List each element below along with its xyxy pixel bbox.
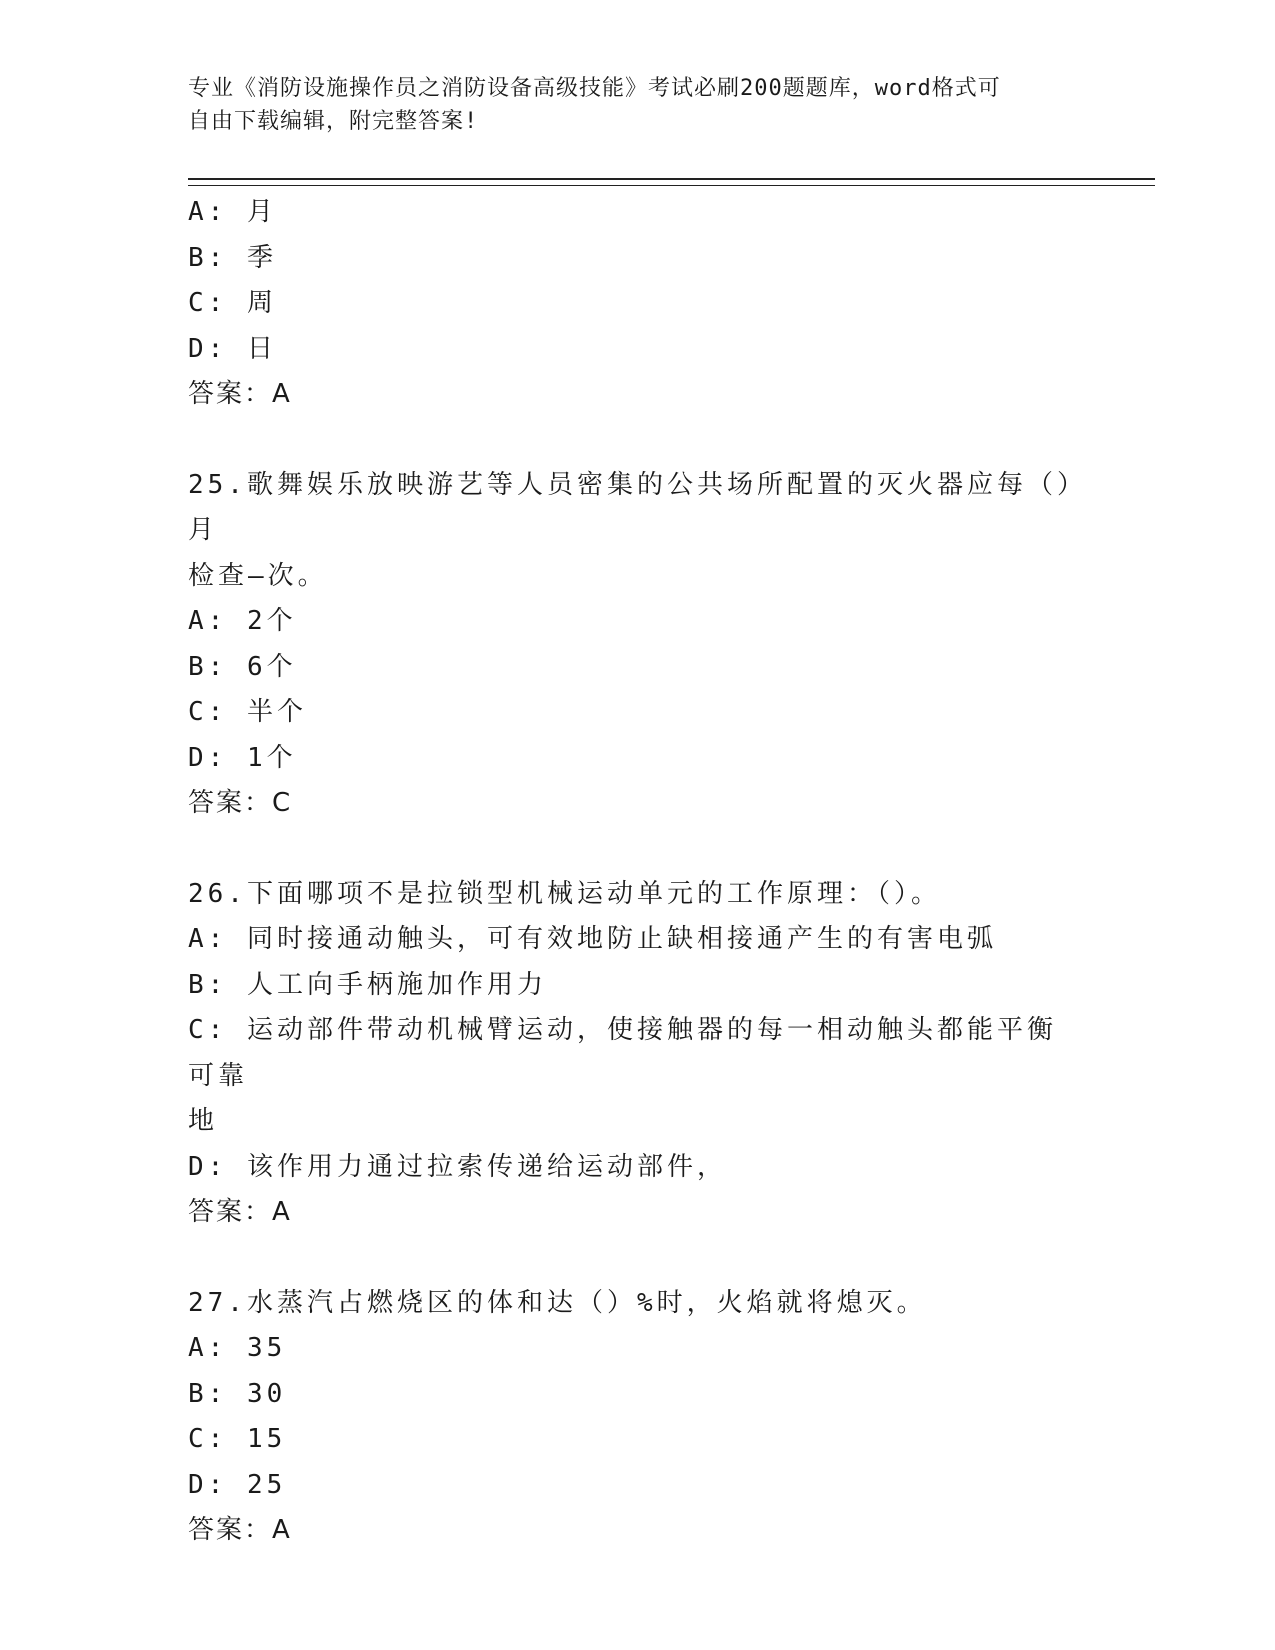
header-divider	[188, 178, 1155, 186]
header-line-2: 自由下载编辑，附完整答案!	[188, 109, 479, 134]
option-c: C: 运动部件带动机械臂运动，使接触器的每一相动触头都能平衡可靠	[188, 1015, 1057, 1091]
option-a: A: 月	[188, 197, 277, 227]
question-stem: 27.水蒸汽占燃烧区的体和达（）%时，火焰就将熄灭。	[188, 1287, 927, 1318]
question-stem: 25.歌舞娱乐放映游艺等人员密集的公共场所配置的灭火器应每（）月	[188, 469, 1074, 545]
question-26	[188, 872, 1078, 1236]
header-line-1: 专业《消防设施操作员之消防设备高级技能》考试必刷200题题库，word格式可	[188, 76, 1001, 101]
option-b: B: 6个	[188, 651, 297, 682]
option-d: D: 1个	[188, 742, 297, 773]
option-c: C: 半个	[188, 697, 307, 727]
option-c: C: 15	[188, 1424, 287, 1454]
answer-line: 答案：C	[188, 788, 293, 818]
document-body	[188, 190, 1078, 1554]
page-header	[188, 72, 1088, 138]
question-stem: 26.下面哪项不是拉锁型机械运动单元的工作原理：（）。	[188, 878, 941, 909]
question-stem-continued: 检查—次。	[188, 560, 328, 591]
option-d: D: 日	[188, 333, 277, 364]
option-b: B: 人工向手柄施加作用力	[188, 969, 547, 1000]
option-a: A: 同时接通动触头，可有效地防止缺相接通产生的有害电弧	[188, 924, 997, 954]
answer-line: 答案：A	[188, 379, 292, 409]
option-a: A: 35	[188, 1333, 287, 1363]
option-b: B: 季	[188, 242, 277, 273]
option-c: C: 周	[188, 288, 277, 318]
answer-line: 答案：A	[188, 1515, 292, 1545]
question-25	[188, 463, 1078, 827]
answer-line: 答案：A	[188, 1197, 292, 1227]
option-d: D: 25	[188, 1469, 287, 1500]
option-c-continued: 地	[188, 1106, 219, 1136]
option-d: D: 该作用力通过拉索传递给运动部件，	[188, 1151, 727, 1182]
question-27	[188, 1281, 1078, 1554]
option-b: B: 30	[188, 1378, 287, 1409]
option-a: A: 2个	[188, 606, 297, 636]
question-24-tail	[188, 190, 1078, 418]
